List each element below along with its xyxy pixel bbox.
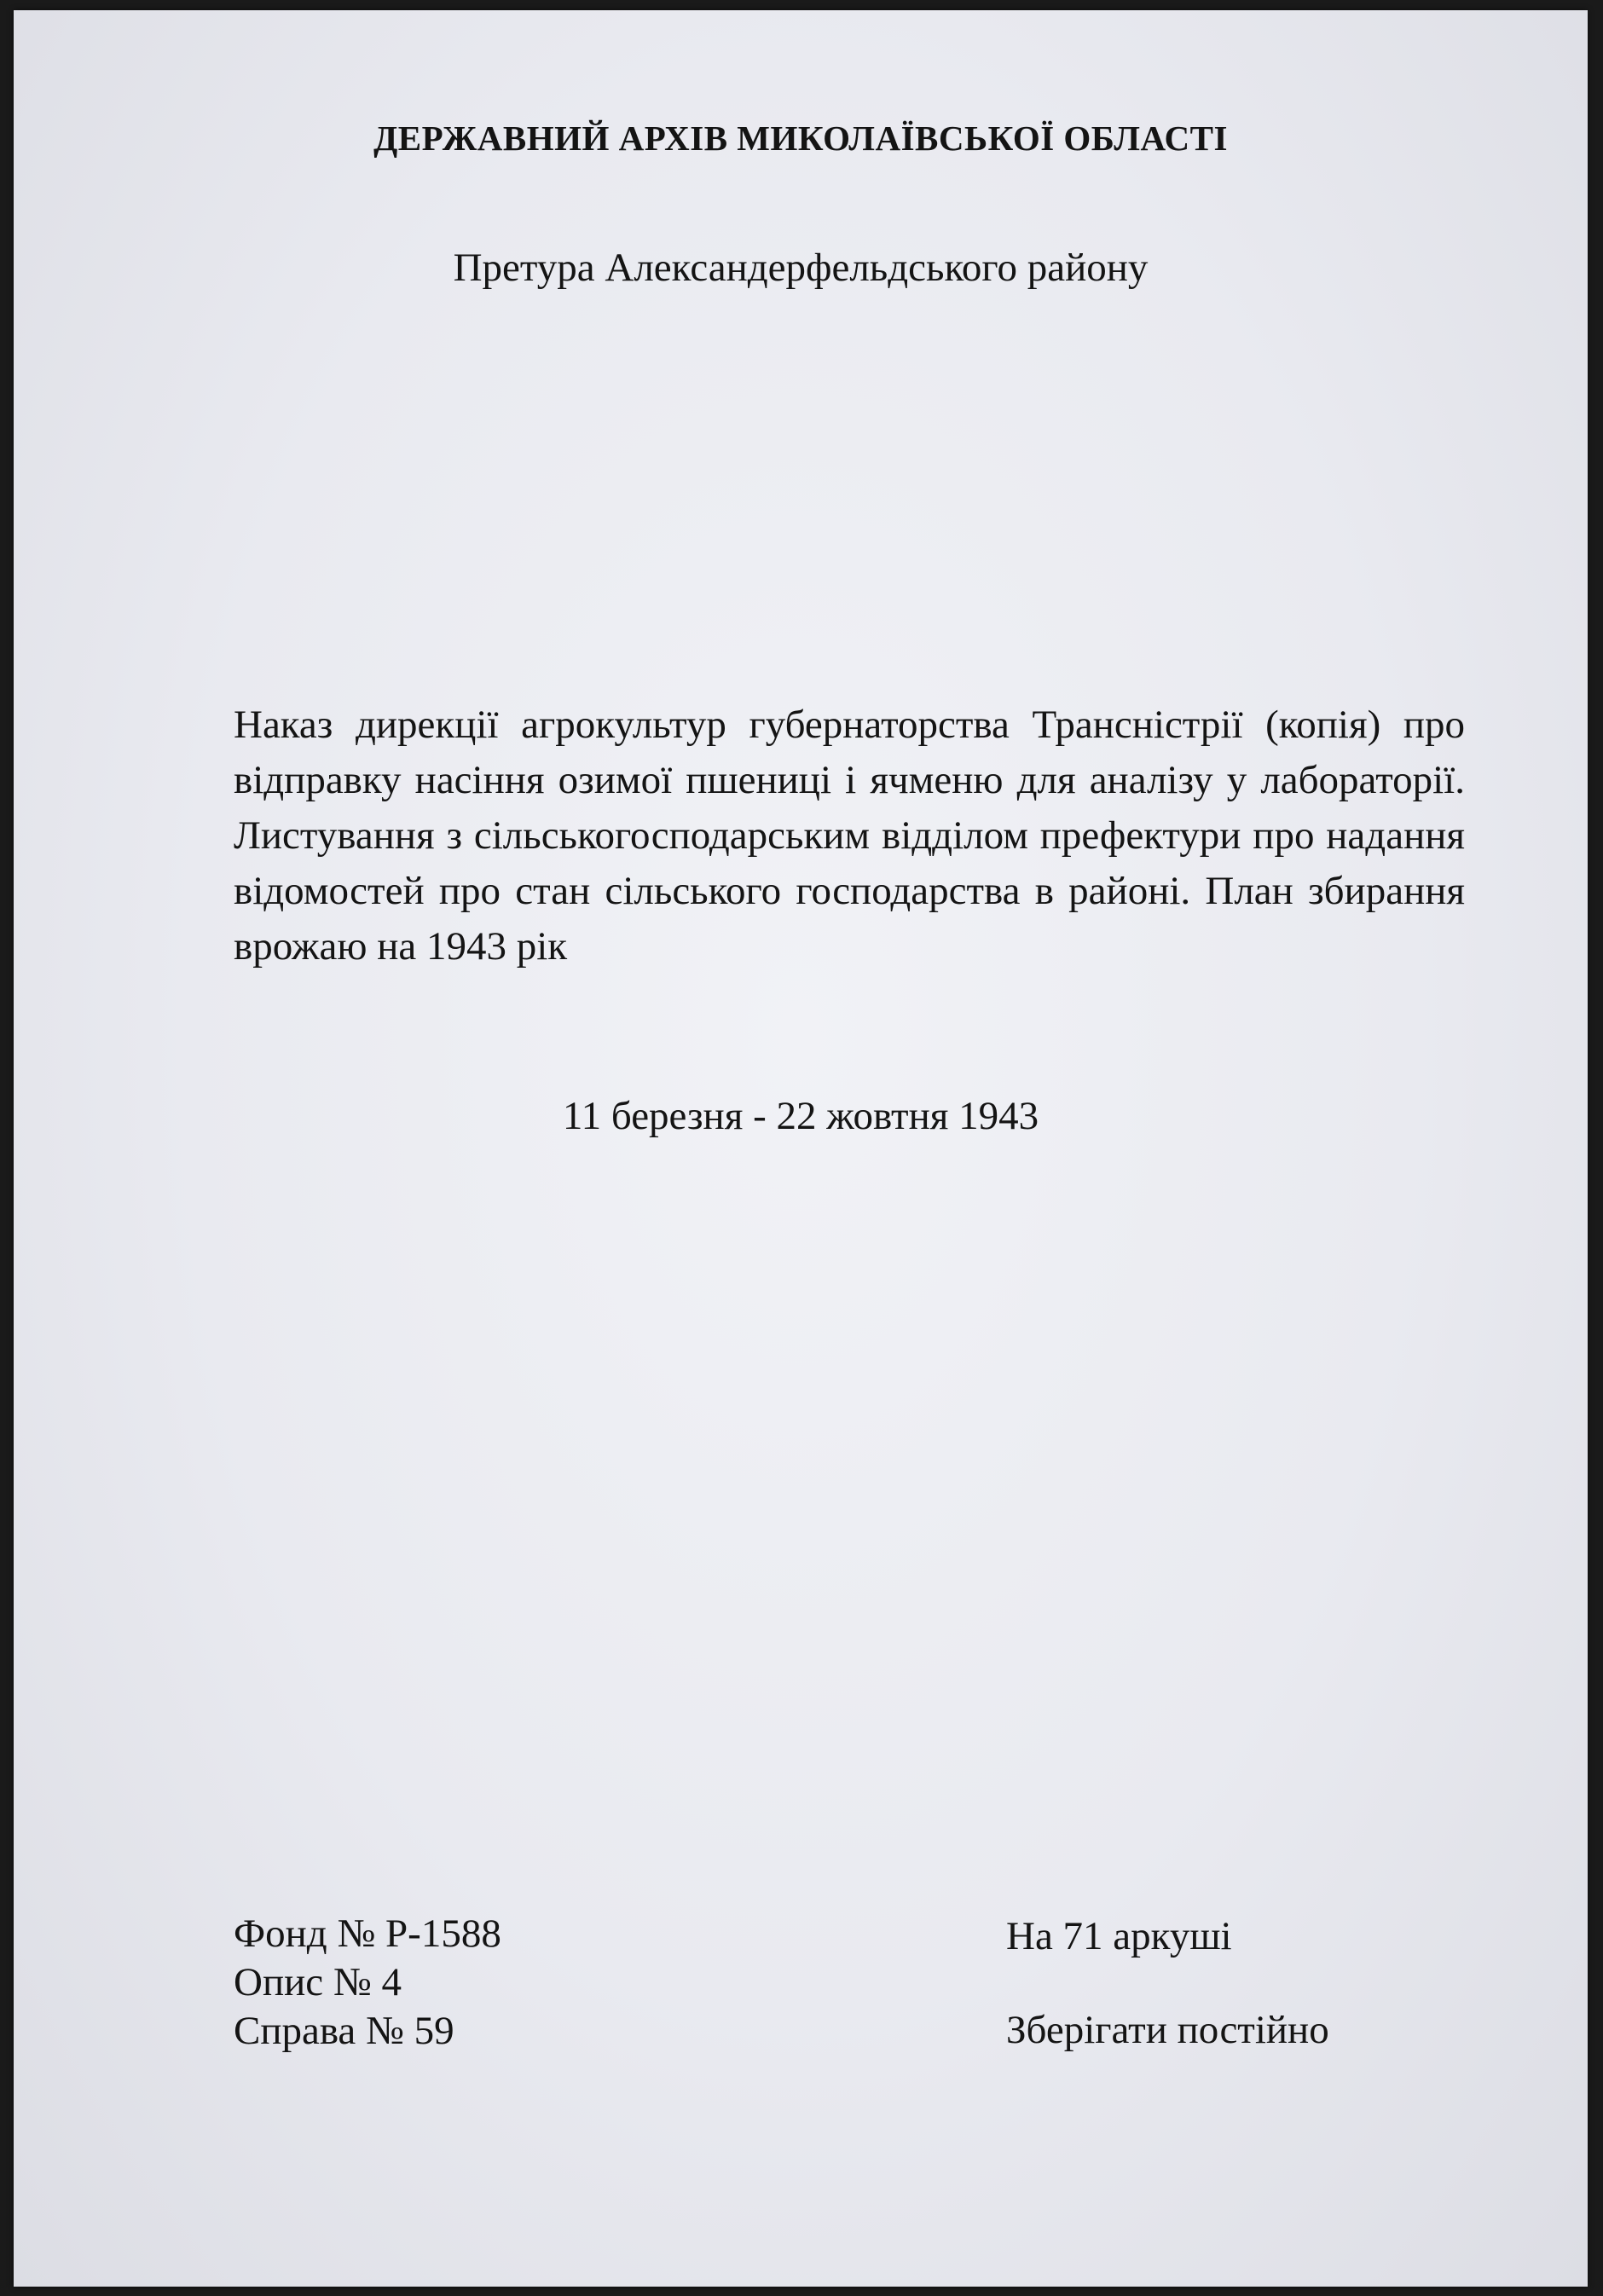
sprava-number: Справа № 59 [234, 2009, 454, 2053]
archive-title: ДЕРЖАВНИЙ АРХІВ МИКОЛАЇВСЬКОЇ ОБЛАСТІ [373, 119, 1228, 158]
archive-reference [234, 1910, 501, 2056]
opys-number: Опис № 4 [234, 1960, 402, 2004]
fond-number: Фонд № Р-1588 [234, 1911, 501, 1956]
document-subtitle: Претура Александерфельдського району [453, 246, 1149, 290]
document-dates: 11 березня - 22 жовтня 1943 [562, 1094, 1039, 1138]
document-description: Наказ дирекції агрокультур губернаторства Трансністрії (копія) про відправку насіння озимої пшениці і ячменю для аналізу у лабораторії. Листування з сільськогосподарським відділом префектури про надання відомостей про стан сільського господарства в районі. План збирання врожаю на 1943 рік [234, 703, 1465, 969]
document-page [14, 10, 1588, 2287]
sheet-count: На 71 аркуші [1006, 1914, 1232, 1958]
retention-note: Зберігати постійно [1006, 2008, 1329, 2052]
